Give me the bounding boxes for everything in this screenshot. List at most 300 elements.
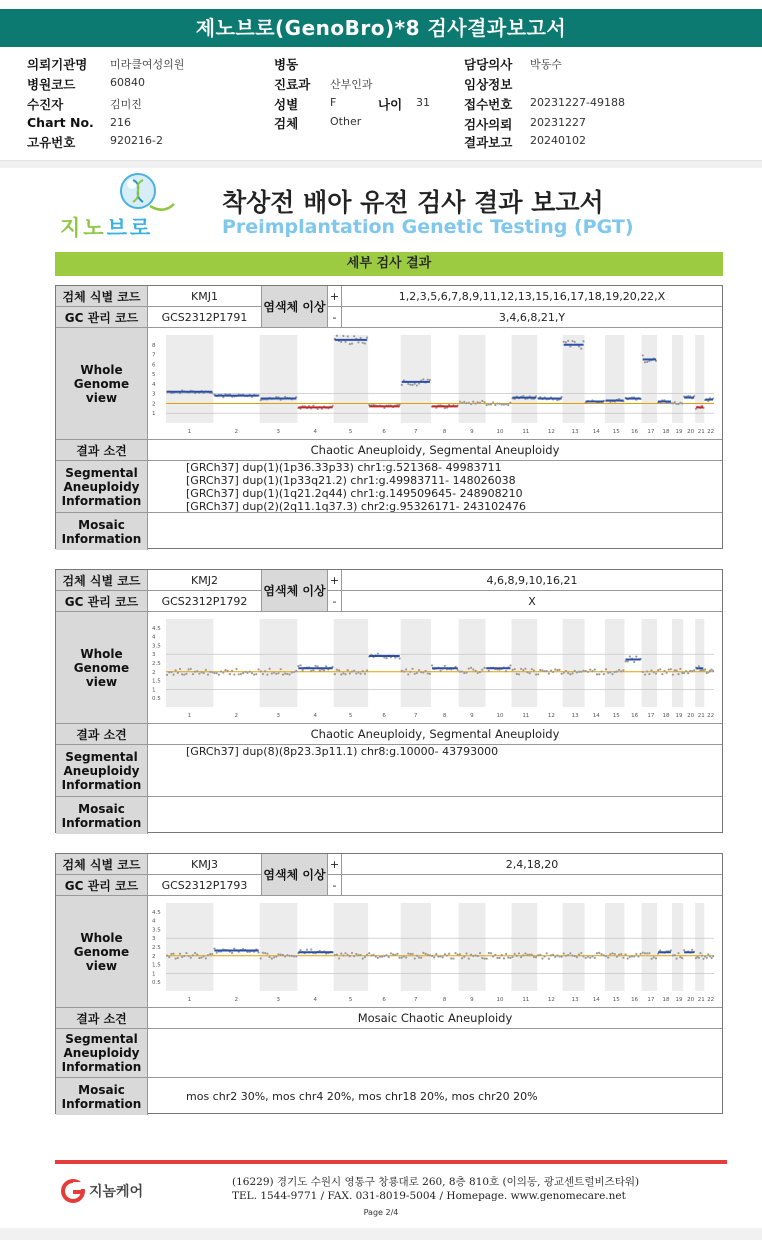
chrom-band [695, 619, 704, 707]
cn-point [646, 670, 648, 672]
gc-code-label [56, 307, 148, 328]
cn-point [301, 669, 303, 671]
wgv-label-line: Genome [73, 660, 130, 675]
cn-point [333, 673, 335, 675]
cn-point [183, 955, 185, 957]
cn-point [515, 673, 517, 675]
cn-point [673, 954, 675, 956]
wgv-label-line: Whole [80, 362, 123, 377]
x-tick-label: 22 [706, 713, 714, 719]
cn-point [264, 670, 266, 672]
cn-point [567, 340, 569, 342]
cn-point [643, 673, 645, 675]
gc-code-value [148, 307, 262, 328]
cn-point [233, 947, 235, 949]
seg-label-line: Segmental [65, 1032, 138, 1046]
cn-point [646, 361, 648, 363]
cn-point [409, 671, 411, 673]
x-tick-label: 19 [675, 429, 683, 435]
cn-point [461, 402, 463, 404]
seg-label-line: Segmental [65, 465, 138, 480]
cn-point [654, 672, 656, 674]
cn-point [554, 956, 556, 958]
x-tick-label: 17 [646, 429, 654, 435]
x-tick-label: 13 [571, 997, 579, 1003]
cn-point [511, 956, 513, 958]
cn-point [611, 673, 613, 675]
x-tick-label: 8 [442, 429, 446, 435]
cn-point [677, 673, 679, 675]
cn-point [469, 403, 471, 405]
cn-point [387, 956, 389, 958]
cn-point [671, 954, 673, 956]
finding-label [56, 724, 148, 745]
cn-point [404, 668, 406, 670]
cn-point [239, 673, 241, 675]
cn-point [712, 955, 714, 957]
segmental-line: [GRCh37] dup(1)(1q21.2q44) chr1:g.149509645- 248908210 [186, 487, 523, 500]
mosaic-info [148, 513, 722, 550]
chrom-abnormality-label-text: 염색체 이상 [263, 868, 326, 882]
cn-point [595, 673, 597, 675]
chrom-abnormality-label [262, 854, 328, 896]
cn-point [202, 672, 204, 674]
genome-plot-svg [150, 613, 722, 723]
cn-point [217, 674, 219, 676]
minus-sign-text: - [332, 594, 337, 608]
cn-point [465, 672, 467, 674]
cn-point [355, 953, 357, 955]
info-label: 담당의사 [464, 57, 513, 72]
cn-point [483, 957, 485, 959]
cn-point [679, 956, 681, 958]
chrom-band [562, 903, 584, 991]
cn-point [318, 669, 320, 671]
cn-point [650, 958, 652, 960]
cn-point [224, 669, 226, 671]
report-heading-ko: 착상전 배아 유전 검사 결과 보고서 [222, 188, 604, 217]
cn-point [547, 673, 549, 675]
cn-point [485, 958, 487, 960]
cn-point [481, 957, 483, 959]
cn-point [372, 954, 374, 956]
cn-point [693, 669, 695, 671]
cn-point [500, 954, 502, 956]
sample-block [55, 853, 723, 1114]
cn-point [552, 954, 554, 956]
x-tick-label: 21 [697, 429, 705, 435]
cn-point [165, 955, 167, 957]
x-tick-label: 1 [187, 429, 191, 435]
cn-point [626, 660, 628, 662]
cn-point [543, 955, 545, 957]
cn-point [191, 673, 193, 675]
cn-point [337, 957, 339, 959]
cn-point [409, 384, 411, 386]
segmental-line: [GRCh37] dup(8)(8p23.3p11.1) chr8:g.10000- 43793000 [186, 745, 499, 758]
cn-point [617, 669, 619, 671]
gain-list [342, 286, 722, 307]
cn-point [511, 669, 513, 671]
gc-code-label [56, 591, 148, 612]
cn-point [571, 955, 573, 957]
cn-point [577, 953, 579, 955]
cn-point [652, 956, 654, 958]
cn-point [593, 669, 595, 671]
cn-point [530, 954, 532, 956]
company-address [232, 1175, 639, 1203]
cn-point [507, 404, 509, 406]
cn-point [202, 955, 204, 957]
cn-point [415, 955, 417, 957]
cn-point [344, 341, 346, 343]
cn-point [589, 669, 591, 671]
cn-point [652, 671, 654, 673]
cn-point [582, 955, 584, 957]
plus-sign-text: + [329, 289, 340, 303]
x-tick-label: 16 [630, 997, 638, 1003]
cn-point [675, 958, 677, 960]
y-tick-label: 1 [151, 687, 155, 694]
y-tick-label: 1.5 [151, 678, 161, 685]
y-tick-label: 7 [151, 352, 155, 359]
cn-point [363, 673, 365, 675]
cn-point [476, 401, 478, 403]
segmental-label [56, 461, 148, 513]
cn-point [500, 403, 502, 405]
cn-point [422, 378, 424, 380]
cn-point [469, 667, 471, 669]
cn-point [228, 673, 230, 675]
cn-point [602, 673, 604, 675]
cn-point [476, 672, 478, 674]
cn-point [402, 955, 404, 957]
cn-point [611, 952, 613, 954]
gain-chromosomes: 1,2,3,5,6,7,8,9,11,12,13,15,16,17,18,19,20,22,X [398, 289, 666, 303]
cn-point [259, 957, 261, 959]
x-tick-label: 14 [592, 713, 600, 719]
gc-code-value [148, 591, 262, 612]
sample-block [55, 285, 723, 549]
cn-point [584, 670, 586, 672]
cn-point [424, 670, 426, 672]
cn-point [504, 670, 506, 672]
cn-point [333, 954, 335, 956]
cn-point [461, 957, 463, 959]
cn-point [496, 957, 498, 959]
cn-point [520, 668, 522, 670]
cn-point [564, 670, 566, 672]
chrom-band [511, 903, 537, 991]
gc-code-label-text: GC 관리 코드 [64, 310, 139, 325]
chrom-band [400, 335, 430, 423]
cn-point [246, 672, 248, 674]
cn-point [279, 668, 281, 670]
cn-point [681, 957, 683, 959]
cn-point [633, 661, 635, 663]
gc-code-label-text: GC 관리 코드 [64, 594, 139, 609]
cn-point [222, 672, 224, 674]
cn-point [641, 354, 643, 356]
x-tick-label: 1 [187, 713, 191, 719]
cn-point [463, 401, 465, 403]
gc-code: GCS2312P1791 [161, 310, 248, 324]
cn-point [487, 952, 489, 954]
cn-point [456, 954, 458, 956]
cn-point [648, 673, 650, 675]
cn-point [657, 669, 659, 671]
cn-point [650, 669, 652, 671]
info-value: F [330, 96, 337, 109]
x-tick-label: 22 [706, 997, 714, 1003]
bottom-strip [0, 1228, 762, 1240]
cn-point [365, 954, 367, 956]
y-tick-label: 3.5 [151, 927, 161, 934]
sample-code: KMJ1 [191, 289, 218, 303]
cn-point [598, 673, 600, 675]
cn-point [507, 956, 509, 958]
sample-code: KMJ2 [191, 573, 218, 587]
cn-point [340, 673, 342, 675]
cn-point [504, 403, 506, 405]
cn-point [528, 672, 530, 674]
cn-point [465, 952, 467, 954]
cn-point [288, 955, 290, 957]
logo-text [60, 212, 153, 242]
info-label: 임상정보 [464, 77, 513, 92]
cn-point [613, 953, 615, 955]
cn-point [426, 672, 428, 674]
chrom-band [671, 903, 682, 991]
cn-point [669, 668, 671, 670]
x-tick-label: 22 [706, 429, 714, 435]
cn-point [458, 953, 460, 955]
seg-label-line: Aneuploidy [63, 763, 140, 778]
chrom-band [259, 619, 297, 707]
cn-point [389, 952, 391, 954]
wgv-label-line: view [85, 674, 118, 689]
cn-point [284, 955, 286, 957]
cn-point [185, 952, 187, 954]
x-tick-label: 20 [686, 997, 694, 1003]
x-tick-label: 21 [697, 713, 705, 719]
cn-point [284, 673, 286, 675]
info-label: 접수번호 [464, 97, 513, 112]
cn-point [275, 956, 277, 958]
cn-point [582, 340, 584, 342]
x-tick-label: 15 [612, 429, 620, 435]
gc-code-label-text: GC 관리 코드 [64, 878, 139, 893]
cn-point [478, 671, 480, 673]
cn-point [181, 673, 183, 675]
cn-point [288, 673, 290, 675]
finding-label-text: 결과 소견 [76, 1011, 127, 1026]
x-tick-label: 18 [662, 713, 670, 719]
segmental-info [148, 461, 722, 513]
patient-info [0, 55, 762, 155]
mosaic-label [56, 1078, 148, 1115]
cn-point [534, 673, 536, 675]
cn-point [699, 952, 701, 954]
cn-point [363, 342, 365, 344]
seg-label-line: Segmental [65, 749, 138, 764]
cn-point [426, 954, 428, 956]
cn-point [196, 670, 198, 672]
cn-point [580, 348, 582, 350]
cn-point [707, 953, 709, 955]
y-tick-label: 2.5 [151, 661, 161, 667]
section-title: 세부 검사 결과 [55, 252, 723, 276]
cn-point [463, 672, 465, 674]
cn-point [615, 671, 617, 673]
cn-point [562, 952, 564, 954]
cn-point [316, 665, 318, 667]
cn-point [385, 954, 387, 956]
cn-point [575, 671, 577, 673]
mosaic-label-line: Mosaic [78, 517, 125, 532]
wgv-label-line: view [85, 958, 118, 973]
info-value: 산부인과 [330, 78, 373, 91]
cn-point [165, 674, 167, 676]
chrom-band [671, 619, 682, 707]
cn-point [353, 335, 355, 337]
cn-point [248, 670, 250, 672]
cn-point [478, 402, 480, 404]
cn-point [547, 958, 549, 960]
cn-point [545, 670, 547, 672]
x-tick-label: 3 [275, 997, 280, 1003]
cn-point [409, 953, 411, 955]
cn-point [683, 949, 685, 951]
cn-point [481, 669, 483, 671]
cn-point [211, 671, 213, 673]
plus-sign [328, 286, 342, 307]
cn-point [628, 956, 630, 958]
cn-point [348, 343, 350, 345]
y-tick-label: 6 [151, 362, 155, 369]
cn-point [437, 955, 439, 957]
x-tick-label: 20 [686, 713, 694, 719]
cn-point [266, 673, 268, 675]
cn-point [569, 952, 571, 954]
cn-point [204, 957, 206, 959]
cn-point [643, 361, 645, 363]
seg-label-line: Aneuploidy [63, 1046, 140, 1060]
sample-code-label [56, 854, 148, 875]
cn-point [413, 673, 415, 675]
cn-point [445, 954, 447, 956]
mosaic-label [56, 513, 148, 550]
cn-point [580, 671, 582, 673]
x-tick-label: 18 [662, 429, 670, 435]
cn-point [314, 665, 316, 667]
x-tick-label: 14 [592, 997, 600, 1003]
cn-point [541, 957, 543, 959]
mosaic-label-line: Information [61, 815, 142, 830]
cn-point [567, 672, 569, 674]
cn-point [528, 953, 530, 955]
cn-point [415, 672, 417, 674]
cn-point [691, 949, 693, 951]
age-value: 31 [416, 96, 430, 109]
cn-point [586, 671, 588, 673]
cn-point [250, 672, 252, 674]
cn-point [564, 955, 566, 957]
gc-code: GCS2312P1792 [161, 594, 248, 608]
cn-point [669, 949, 671, 951]
cn-point [257, 951, 259, 953]
info-value: 20231227-49188 [530, 96, 625, 109]
cn-point [467, 958, 469, 960]
cn-point [357, 954, 359, 956]
cn-point [481, 400, 483, 402]
cn-point [589, 957, 591, 959]
cn-point [522, 669, 524, 671]
cn-point [168, 956, 170, 958]
cn-point [543, 670, 545, 672]
cn-point [335, 953, 337, 955]
cn-point [526, 671, 528, 673]
cn-point [411, 953, 413, 955]
y-tick-label: 8 [151, 342, 155, 349]
chrom-abnormality-label-text: 염색체 이상 [263, 300, 326, 314]
cn-point [643, 952, 645, 954]
wgv-label-line: Whole [80, 930, 123, 945]
y-tick-label: 3.5 [151, 643, 161, 650]
cn-point [187, 668, 189, 670]
genomecare-logo [60, 1178, 160, 1204]
page-number: Page 2/4 [363, 1208, 399, 1217]
cn-point [189, 957, 191, 959]
cn-point [325, 665, 327, 667]
cn-point [609, 671, 611, 673]
cn-point [370, 954, 372, 956]
sample-code-label-text: 검체 식별 코드 [62, 289, 141, 304]
chrom-band [166, 903, 213, 991]
info-value: 60840 [110, 76, 145, 89]
cn-point [209, 671, 211, 673]
cn-point [361, 670, 363, 672]
cn-point [646, 952, 648, 954]
info-value: 216 [110, 116, 131, 129]
cn-point [671, 402, 673, 404]
finding-text: Mosaic Chaotic Aneuploidy [357, 1011, 513, 1025]
cn-point [426, 379, 428, 381]
chrom-band [333, 335, 367, 423]
cn-point [513, 668, 515, 670]
cn-point [683, 672, 685, 674]
x-tick-label: 7 [413, 713, 417, 719]
cn-point [469, 953, 471, 955]
cn-point [206, 954, 208, 956]
cn-point [465, 402, 467, 404]
seg-label-line: Information [61, 493, 142, 508]
cn-point [476, 955, 478, 957]
minus-sign-text: - [332, 878, 337, 892]
cn-point [539, 954, 541, 956]
cn-point [191, 954, 193, 956]
cn-point [620, 953, 622, 955]
cn-point [428, 954, 430, 956]
dna-bubble-icon [50, 172, 180, 216]
cn-point [275, 673, 277, 675]
x-tick-label: 12 [547, 997, 555, 1003]
cn-point [344, 952, 346, 954]
cn-point [496, 402, 498, 404]
chrom-band [604, 619, 624, 707]
chrom-band [604, 903, 624, 991]
cn-point [617, 954, 619, 956]
